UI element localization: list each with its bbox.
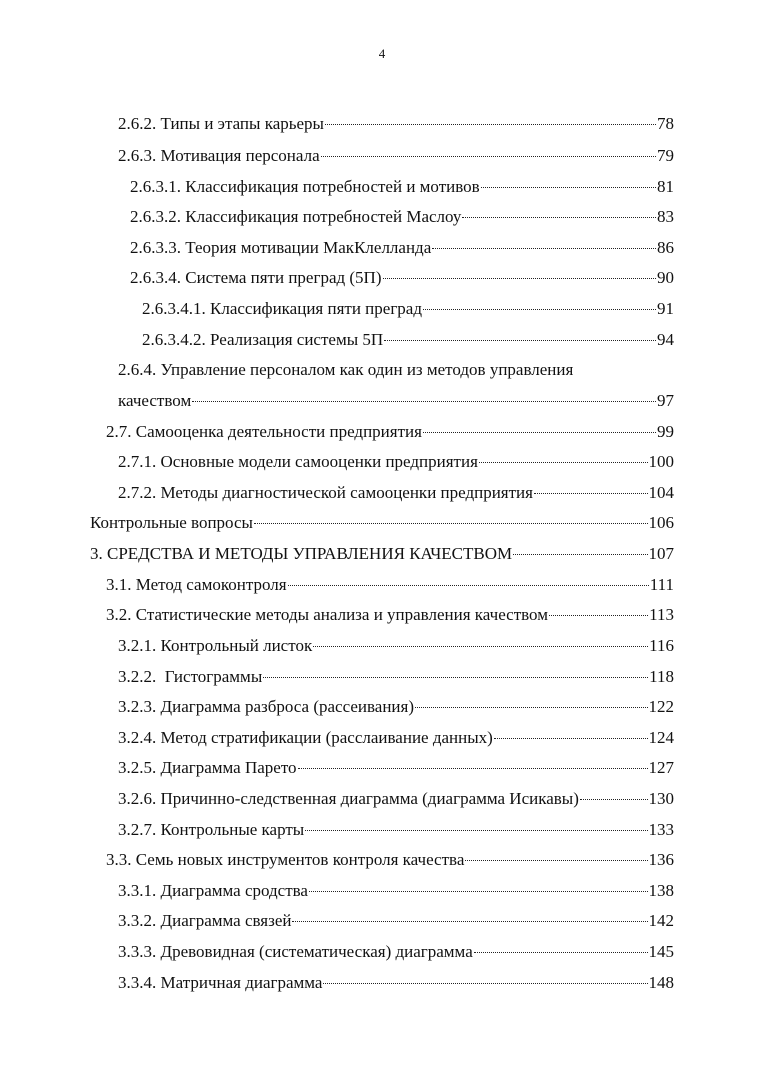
toc-entry-page: 100 xyxy=(648,452,674,471)
toc-dot-leader xyxy=(384,340,656,341)
toc-entry-page: 79 xyxy=(657,146,674,165)
toc-entry-page: 145 xyxy=(648,942,674,961)
toc-dot-leader xyxy=(423,309,656,310)
toc-entry-title: 3.1. Метод самоконтроля xyxy=(106,575,287,594)
toc-entry-page: 130 xyxy=(648,789,674,808)
toc-entry-page: 78 xyxy=(657,114,674,133)
toc-dot-leader xyxy=(313,646,648,647)
toc-entry-title: 3.2.6. Причинно-следственная диаграмма (диаграмма Исикавы) xyxy=(118,789,579,808)
toc-entry xyxy=(118,820,674,840)
toc-dot-leader xyxy=(254,523,648,524)
toc-dot-leader xyxy=(494,738,648,739)
toc-entry xyxy=(118,789,674,809)
toc-entry-page: 107 xyxy=(648,544,674,563)
toc-dot-leader xyxy=(325,124,656,125)
toc-entry-title: 2.7.1. Основные модели самооценки предприятия xyxy=(118,452,478,471)
toc-entry xyxy=(130,207,674,227)
toc-dot-leader xyxy=(383,278,657,279)
toc-entry-title: 3.2.4. Метод стратификации (расслаивание данных) xyxy=(118,728,493,747)
toc-dot-leader xyxy=(479,462,648,463)
toc-entry-page: 142 xyxy=(648,911,674,930)
page-number: 4 xyxy=(378,46,386,61)
toc-entry xyxy=(130,177,674,197)
toc-entry-page: 106 xyxy=(648,513,674,532)
toc-entry-title: 2.6.3.4.1. Классификация пяти преград xyxy=(142,299,422,318)
toc-entry-title: 2.6.3.2. Классификация потребностей Маслоу xyxy=(130,207,462,226)
toc-entry-page: 86 xyxy=(657,238,674,257)
toc-entry-page: 113 xyxy=(649,605,674,624)
toc-entry xyxy=(106,422,674,442)
toc-entry-page: 104 xyxy=(648,483,674,502)
toc-entry xyxy=(118,758,674,778)
toc-entry-page: 81 xyxy=(657,177,674,196)
toc-entry-title: 3.3.3. Древовидная (систематическая) диаграмма xyxy=(118,942,473,961)
toc-entry xyxy=(118,114,674,134)
toc-dot-leader xyxy=(465,860,647,861)
toc-entry-page: 148 xyxy=(648,973,674,992)
toc-entry xyxy=(118,973,674,993)
toc-entry-title: 3.2.1. Контрольный листок xyxy=(118,636,313,655)
toc-entry-title: 3.3.1. Диаграмма сродства xyxy=(118,881,308,900)
toc-entry xyxy=(118,728,674,748)
toc-entry-page: 94 xyxy=(657,330,674,349)
toc-entry-page: 91 xyxy=(657,299,674,318)
toc-entry-title: 2.6.3. Мотивация персонала xyxy=(118,146,320,165)
toc-dot-leader xyxy=(263,677,648,678)
toc-entry xyxy=(142,299,674,319)
toc-entry-page: 138 xyxy=(648,881,674,900)
toc-entry-title: 2.7.2. Методы диагностической самооценки предприятия xyxy=(118,483,533,502)
toc-entry-title: Контрольные вопросы xyxy=(90,513,253,532)
toc-dot-leader xyxy=(292,921,647,922)
toc-dot-leader xyxy=(481,187,656,188)
toc-entry-title: 3.2.2. Гистограммы xyxy=(118,667,263,686)
toc-dot-leader xyxy=(298,768,648,769)
toc-entry-title: 2.6.3.4. Система пяти преград (5П) xyxy=(130,268,382,287)
toc-entry-title: 3.2.3. Диаграмма разброса (рассеивания) xyxy=(118,697,415,716)
toc-entry-title: 3.2. Статистические методы анализа и управления качеством xyxy=(106,605,548,624)
toc-entry-title: 2.6.3.4.2. Реализация системы 5П xyxy=(142,330,384,349)
toc-entry xyxy=(130,268,674,288)
toc-entry-title: 3.2.5. Диаграмма Парето xyxy=(118,758,297,777)
toc-entry-page: 83 xyxy=(657,207,674,226)
toc-dot-leader xyxy=(513,554,647,555)
toc-dot-leader xyxy=(309,891,648,892)
toc-entry-page: 97 xyxy=(657,391,674,410)
toc-dot-leader xyxy=(288,585,649,586)
toc-entry xyxy=(118,391,674,411)
toc-entry-title: качеством xyxy=(118,391,192,410)
toc-dot-leader xyxy=(423,432,656,433)
toc-entry-title: 2.6.3.1. Классификация потребностей и мотивов xyxy=(130,177,480,196)
toc-dot-leader xyxy=(321,156,656,157)
toc-entry xyxy=(118,942,674,962)
toc-dot-leader xyxy=(432,248,656,249)
toc-entry-title: 2.6.3.3. Теория мотивации МакКлелланда xyxy=(130,238,432,257)
toc-entry xyxy=(118,697,674,717)
toc-entry-page: 122 xyxy=(648,697,674,716)
toc-entry-page: 99 xyxy=(657,422,674,441)
toc-entry-title-line1: 2.6.4. Управление персоналом как один из методов управления xyxy=(118,360,574,379)
toc-entry-page: 111 xyxy=(649,575,674,594)
toc-entry-title: 3.3.4. Матричная диаграмма xyxy=(118,973,323,992)
toc-entry xyxy=(118,911,674,931)
toc-dot-leader xyxy=(534,493,648,494)
toc-entry xyxy=(118,146,674,166)
toc-entry xyxy=(90,513,674,533)
toc-entry xyxy=(106,575,674,595)
toc-entry xyxy=(142,330,674,350)
toc-entry-page: 124 xyxy=(648,728,674,747)
toc-dot-leader xyxy=(415,707,647,708)
toc-entry xyxy=(118,881,674,901)
toc-entry-page: 133 xyxy=(648,820,674,839)
toc-entry xyxy=(118,667,674,687)
toc-entry-title: 3. СРЕДСТВА И МЕТОДЫ УПРАВЛЕНИЯ КАЧЕСТВОМ xyxy=(90,544,513,563)
toc-entry xyxy=(118,452,674,472)
toc-entry xyxy=(106,850,674,870)
toc-dot-leader xyxy=(549,615,648,616)
toc-entry-page: 127 xyxy=(648,758,674,777)
toc-dot-leader xyxy=(192,401,656,402)
toc-entry xyxy=(118,483,674,503)
toc-entry xyxy=(106,605,674,625)
toc-entry xyxy=(130,238,674,258)
toc-entry-title: 3.2.7. Контрольные карты xyxy=(118,820,305,839)
toc-entry-title: 2.6.2. Типы и этапы карьеры xyxy=(118,114,324,133)
toc-entry-page: 118 xyxy=(649,667,674,686)
toc-dot-leader xyxy=(474,952,648,953)
toc-dot-leader xyxy=(305,830,647,831)
toc-entry xyxy=(118,636,674,656)
toc-entry-page: 116 xyxy=(649,636,674,655)
toc-entry-title: 3.3.2. Диаграмма связей xyxy=(118,911,292,930)
toc-entry-page: 136 xyxy=(648,850,674,869)
toc-entry xyxy=(90,544,674,564)
toc-dot-leader xyxy=(580,799,648,800)
toc-entry-title: 2.7. Самооценка деятельности предприятия xyxy=(106,422,422,441)
toc-dot-leader xyxy=(323,983,647,984)
toc-entry-page: 90 xyxy=(657,268,674,287)
toc-entry-title: 3.3. Семь новых инструментов контроля качества xyxy=(106,850,465,869)
toc-dot-leader xyxy=(462,217,656,218)
